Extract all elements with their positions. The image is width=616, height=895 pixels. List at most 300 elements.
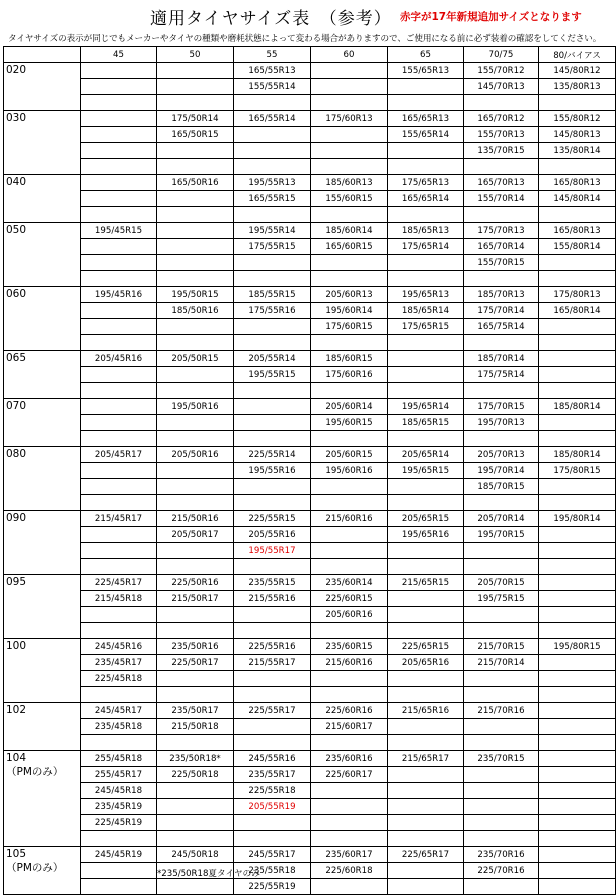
size-cell — [157, 255, 234, 271]
size-cell: 225/50R16 — [157, 575, 234, 591]
size-cell — [464, 607, 539, 623]
size-cell: 195/55R16 — [234, 463, 311, 479]
size-cell — [311, 687, 388, 703]
size-cell — [464, 719, 539, 735]
size-cell — [157, 463, 234, 479]
model-code-cell — [4, 847, 81, 895]
size-cell — [464, 559, 539, 575]
size-cell: 215/50R16 — [157, 511, 234, 527]
table-row — [4, 175, 616, 191]
size-cell: 225/55R14 — [234, 447, 311, 463]
size-cell: 165/50R16 — [157, 175, 234, 191]
table-row — [4, 303, 616, 319]
size-cell — [311, 559, 388, 575]
size-cell: 195/50R15 — [157, 287, 234, 303]
size-cell — [81, 335, 157, 351]
table-row — [4, 399, 616, 415]
size-cell — [234, 335, 311, 351]
size-cell — [311, 671, 388, 687]
table-row — [4, 63, 616, 79]
size-cell: 165/60R15 — [311, 239, 388, 255]
size-cell — [464, 783, 539, 799]
size-cell — [388, 607, 464, 623]
size-cell — [464, 207, 539, 223]
size-cell — [157, 671, 234, 687]
page-title: 適用タイヤサイズ表 （参考） — [150, 9, 392, 29]
model-code-cell — [4, 175, 81, 223]
size-cell: 155/65R13 — [388, 63, 464, 79]
size-cell — [388, 271, 464, 287]
model-code: 100 — [6, 640, 27, 652]
size-cell — [388, 543, 464, 559]
table-row — [4, 111, 616, 127]
size-cell — [311, 95, 388, 111]
size-cell — [388, 95, 464, 111]
size-cell — [539, 815, 616, 831]
size-cell: 215/65R16 — [388, 703, 464, 719]
size-cell: 155/65R14 — [388, 127, 464, 143]
model-code-cell — [4, 751, 81, 847]
size-cell — [464, 767, 539, 783]
size-cell — [157, 431, 234, 447]
size-cell — [234, 671, 311, 687]
size-cell: 135/80R13 — [539, 79, 616, 95]
size-cell — [157, 223, 234, 239]
size-cell: 235/60R14 — [311, 575, 388, 591]
size-cell — [81, 303, 157, 319]
size-cell: 165/65R14 — [388, 191, 464, 207]
size-cell — [81, 319, 157, 335]
size-cell: 165/55R15 — [234, 191, 311, 207]
size-cell — [157, 415, 234, 431]
footnote: *235/50R18夏タイヤのみ — [157, 869, 260, 879]
size-cell — [464, 335, 539, 351]
size-cell — [234, 383, 311, 399]
size-cell — [157, 367, 234, 383]
size-cell — [311, 159, 388, 175]
size-cell — [81, 383, 157, 399]
size-cell: 165/80R13 — [539, 175, 616, 191]
size-cell — [539, 735, 616, 751]
size-cell: 165/70R13 — [464, 175, 539, 191]
model-code-cell — [4, 63, 81, 111]
size-cell — [464, 95, 539, 111]
red-note: 赤字が17年新規追加サイズとなります — [400, 11, 582, 23]
size-cell — [157, 143, 234, 159]
size-cell: 235/70R15 — [464, 751, 539, 767]
size-cell — [157, 383, 234, 399]
table-row — [4, 639, 616, 655]
size-cell — [81, 527, 157, 543]
size-cell: 185/65R15 — [388, 415, 464, 431]
table-row — [4, 79, 616, 95]
size-cell — [234, 687, 311, 703]
size-cell — [81, 623, 157, 639]
size-cell — [234, 831, 311, 847]
table-row — [4, 719, 616, 735]
table-row — [4, 879, 616, 895]
size-cell: 215/45R18 — [81, 591, 157, 607]
size-cell — [539, 687, 616, 703]
size-cell — [388, 383, 464, 399]
size-cell: 185/65R13 — [388, 223, 464, 239]
size-cell — [157, 479, 234, 495]
size-cell — [464, 495, 539, 511]
model-code-note: （PMのみ） — [6, 862, 64, 875]
size-cell — [81, 559, 157, 575]
model-code: 102 — [6, 704, 27, 716]
size-cell — [157, 735, 234, 751]
size-cell: 235/50R17 — [157, 703, 234, 719]
size-cell: 155/70R15 — [464, 255, 539, 271]
size-cell — [311, 255, 388, 271]
size-cell: 245/55R17 — [234, 847, 311, 863]
size-cell: 225/60R17 — [311, 767, 388, 783]
size-cell — [81, 239, 157, 255]
size-cell — [539, 351, 616, 367]
size-cell: 235/70R16 — [464, 847, 539, 863]
size-cell — [388, 831, 464, 847]
table-row — [4, 207, 616, 223]
model-code: 020 — [6, 64, 27, 76]
size-cell: 235/60R17 — [311, 847, 388, 863]
size-cell: 185/70R15 — [464, 479, 539, 495]
size-cell — [234, 735, 311, 751]
size-cell — [388, 559, 464, 575]
size-cell — [539, 767, 616, 783]
table-row — [4, 255, 616, 271]
size-cell — [539, 863, 616, 879]
size-cell — [388, 351, 464, 367]
size-cell — [234, 95, 311, 111]
size-cell — [311, 207, 388, 223]
size-cell: 195/55R17 — [234, 543, 311, 559]
model-code-cell — [4, 639, 81, 703]
table-row — [4, 511, 616, 527]
size-cell — [539, 783, 616, 799]
model-code-cell — [4, 511, 81, 575]
size-cell: 145/70R13 — [464, 79, 539, 95]
size-cell — [464, 383, 539, 399]
size-cell — [157, 687, 234, 703]
size-cell — [234, 559, 311, 575]
size-cell — [81, 399, 157, 415]
size-cell: 195/75R15 — [464, 591, 539, 607]
size-cell — [311, 799, 388, 815]
size-cell — [539, 655, 616, 671]
size-cell: 215/65R17 — [388, 751, 464, 767]
size-cell: 175/65R14 — [388, 239, 464, 255]
size-cell — [464, 431, 539, 447]
size-cell: 215/55R17 — [234, 655, 311, 671]
model-code: 065 — [6, 352, 27, 364]
size-cell — [539, 671, 616, 687]
table-row — [4, 367, 616, 383]
size-cell — [81, 271, 157, 287]
size-cell — [388, 687, 464, 703]
size-cell: 215/60R17 — [311, 719, 388, 735]
model-code-cell — [4, 287, 81, 351]
size-cell: 225/45R19 — [81, 815, 157, 831]
header — [0, 4, 616, 30]
size-cell — [539, 479, 616, 495]
size-cell — [311, 143, 388, 159]
size-cell — [234, 207, 311, 223]
size-cell — [539, 623, 616, 639]
table-row — [4, 703, 616, 719]
size-cell: 155/80R14 — [539, 239, 616, 255]
size-cell — [81, 159, 157, 175]
size-cell: 245/45R18 — [81, 783, 157, 799]
table-row — [4, 319, 616, 335]
size-cell: 195/80R14 — [539, 511, 616, 527]
size-cell — [157, 159, 234, 175]
size-cell: 155/70R14 — [464, 191, 539, 207]
table-row — [4, 95, 616, 111]
table-row — [4, 287, 616, 303]
size-cell — [157, 783, 234, 799]
size-cell — [81, 415, 157, 431]
column-header: 70/75 — [464, 47, 539, 63]
size-cell — [539, 543, 616, 559]
size-cell: 195/70R13 — [464, 415, 539, 431]
size-cell: 205/65R16 — [388, 655, 464, 671]
size-cell — [539, 319, 616, 335]
size-cell — [388, 783, 464, 799]
size-cell — [157, 335, 234, 351]
size-cell — [234, 815, 311, 831]
size-cell: 165/65R13 — [388, 111, 464, 127]
size-cell: 175/70R13 — [464, 223, 539, 239]
size-cell: 145/80R14 — [539, 191, 616, 207]
size-cell: 165/70R12 — [464, 111, 539, 127]
size-cell: 195/65R16 — [388, 527, 464, 543]
size-cell — [81, 207, 157, 223]
table-row — [4, 687, 616, 703]
size-cell: 185/50R16 — [157, 303, 234, 319]
size-cell — [81, 175, 157, 191]
size-cell: 255/45R17 — [81, 767, 157, 783]
size-cell: 155/70R12 — [464, 63, 539, 79]
size-cell — [388, 367, 464, 383]
size-cell — [388, 815, 464, 831]
size-cell — [464, 879, 539, 895]
size-cell: 195/60R16 — [311, 463, 388, 479]
model-code-cell — [4, 399, 81, 447]
size-cell — [311, 127, 388, 143]
table-row — [4, 335, 616, 351]
size-cell — [539, 575, 616, 591]
size-cell — [464, 159, 539, 175]
table-row — [4, 159, 616, 175]
size-cell: 245/55R16 — [234, 751, 311, 767]
size-cell — [311, 543, 388, 559]
table-row — [4, 559, 616, 575]
size-cell — [81, 127, 157, 143]
size-cell: 185/60R15 — [311, 351, 388, 367]
size-cell: 215/65R15 — [388, 575, 464, 591]
size-cell: 245/45R19 — [81, 847, 157, 863]
size-cell — [539, 591, 616, 607]
model-code: 060 — [6, 288, 27, 300]
model-code-cell — [4, 703, 81, 751]
size-cell — [539, 495, 616, 511]
size-cell: 225/50R18 — [157, 767, 234, 783]
size-cell: 205/70R15 — [464, 575, 539, 591]
size-cell: 225/65R17 — [388, 847, 464, 863]
size-cell: 205/45R16 — [81, 351, 157, 367]
size-cell: 195/45R16 — [81, 287, 157, 303]
size-cell: 175/80R13 — [539, 287, 616, 303]
table-row — [4, 415, 616, 431]
model-code: 095 — [6, 576, 27, 588]
size-cell — [157, 271, 234, 287]
size-cell — [311, 495, 388, 511]
size-cell — [311, 335, 388, 351]
table-row — [4, 671, 616, 687]
table-row — [4, 623, 616, 639]
size-cell: 195/70R14 — [464, 463, 539, 479]
size-cell — [157, 79, 234, 95]
size-cell — [539, 559, 616, 575]
size-cell — [234, 127, 311, 143]
size-cell — [234, 607, 311, 623]
size-cell: 235/55R17 — [234, 767, 311, 783]
size-cell: 215/55R16 — [234, 591, 311, 607]
table-header-row — [4, 47, 616, 63]
size-cell — [539, 703, 616, 719]
table-row — [4, 847, 616, 863]
size-cell: 205/60R14 — [311, 399, 388, 415]
size-cell: 205/70R14 — [464, 511, 539, 527]
size-cell: 205/60R15 — [311, 447, 388, 463]
table-row — [4, 479, 616, 495]
column-header: 55 — [234, 47, 311, 63]
size-cell: 215/50R17 — [157, 591, 234, 607]
size-cell: 225/55R16 — [234, 639, 311, 655]
size-cell: 235/45R18 — [81, 719, 157, 735]
size-cell — [539, 207, 616, 223]
size-cell: 205/70R13 — [464, 447, 539, 463]
table-row — [4, 751, 616, 767]
size-cell: 175/55R15 — [234, 239, 311, 255]
table-row — [4, 863, 616, 879]
size-cell — [81, 543, 157, 559]
table-row — [4, 447, 616, 463]
size-cell — [81, 191, 157, 207]
size-cell: 175/60R13 — [311, 111, 388, 127]
size-cell — [234, 271, 311, 287]
model-code-note: （PMのみ） — [6, 766, 64, 779]
size-cell — [81, 95, 157, 111]
size-cell: 135/70R15 — [464, 143, 539, 159]
size-cell — [234, 623, 311, 639]
model-code: 070 — [6, 400, 27, 412]
size-cell — [311, 479, 388, 495]
size-cell: 155/60R15 — [311, 191, 388, 207]
size-cell — [464, 271, 539, 287]
size-cell — [81, 607, 157, 623]
size-cell: 145/80R12 — [539, 63, 616, 79]
size-cell — [157, 63, 234, 79]
size-cell — [81, 495, 157, 511]
table-row — [4, 815, 616, 831]
size-cell: 235/60R16 — [311, 751, 388, 767]
size-cell: 155/55R14 — [234, 79, 311, 95]
size-cell: 165/75R14 — [464, 319, 539, 335]
size-cell — [157, 559, 234, 575]
size-cell: 205/60R16 — [311, 607, 388, 623]
table-row — [4, 591, 616, 607]
size-cell — [234, 415, 311, 431]
column-header: 60 — [311, 47, 388, 63]
size-cell: 165/50R15 — [157, 127, 234, 143]
size-cell: 165/80R14 — [539, 303, 616, 319]
size-cell: 215/70R16 — [464, 703, 539, 719]
size-cell — [157, 495, 234, 511]
size-cell: 255/45R18 — [81, 751, 157, 767]
size-cell — [388, 495, 464, 511]
size-cell — [234, 479, 311, 495]
size-cell — [388, 863, 464, 879]
size-cell — [539, 415, 616, 431]
size-cell — [234, 159, 311, 175]
size-cell: 195/55R14 — [234, 223, 311, 239]
table-row — [4, 495, 616, 511]
size-cell — [539, 271, 616, 287]
model-code: 030 — [6, 112, 27, 124]
size-cell: 135/80R14 — [539, 143, 616, 159]
size-cell: 185/60R14 — [311, 223, 388, 239]
size-cell — [539, 751, 616, 767]
size-cell — [234, 255, 311, 271]
size-cell: 205/60R13 — [311, 287, 388, 303]
size-cell — [388, 207, 464, 223]
table-row — [4, 271, 616, 287]
size-cell: 205/50R16 — [157, 447, 234, 463]
size-cell: 165/55R14 — [234, 111, 311, 127]
size-cell: 205/55R16 — [234, 527, 311, 543]
size-cell — [464, 543, 539, 559]
size-cell — [311, 527, 388, 543]
size-cell — [539, 799, 616, 815]
size-cell: 165/70R14 — [464, 239, 539, 255]
size-cell: 195/50R16 — [157, 399, 234, 415]
size-cell: 175/50R14 — [157, 111, 234, 127]
size-cell — [157, 799, 234, 815]
size-cell: 205/50R17 — [157, 527, 234, 543]
size-cell — [81, 735, 157, 751]
size-cell — [539, 831, 616, 847]
size-cell — [311, 879, 388, 895]
size-cell — [388, 431, 464, 447]
size-cell: 235/55R15 — [234, 575, 311, 591]
size-cell: 175/60R16 — [311, 367, 388, 383]
size-cell — [539, 847, 616, 863]
model-code: 080 — [6, 448, 27, 460]
size-cell: 195/45R15 — [81, 223, 157, 239]
size-cell — [464, 687, 539, 703]
tire-size-table — [3, 46, 616, 895]
table-row — [4, 383, 616, 399]
size-cell: 205/50R15 — [157, 351, 234, 367]
size-cell — [81, 111, 157, 127]
size-cell — [388, 479, 464, 495]
size-cell — [157, 815, 234, 831]
table-row — [4, 191, 616, 207]
size-cell — [388, 719, 464, 735]
size-cell: 165/55R13 — [234, 63, 311, 79]
